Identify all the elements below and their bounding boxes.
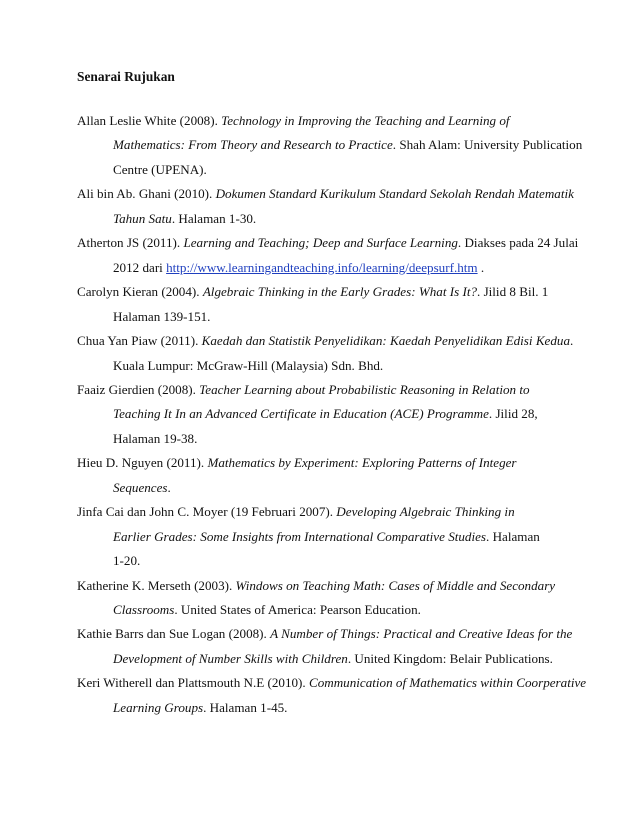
reference-line-first (77, 113, 510, 137)
reference-text: . United States of America: Pearson Education. (174, 602, 421, 617)
page-title: Senarai Rujukan (77, 69, 175, 84)
reference-text: Atherton JS (2011). (77, 235, 184, 251)
reference-title-text: Windows on Teaching Math: Cases of Middle and Secondary (235, 577, 556, 593)
reference-text: Ali bin Ab. Ghani (2010). (77, 186, 216, 202)
reference-line-continued (113, 529, 540, 553)
reference-title-text: Learning and Teaching; Deep and Surface Learning (183, 235, 458, 251)
reference-line-continued (113, 651, 553, 675)
reference-line-first (77, 675, 586, 699)
reference-line-continued (113, 309, 210, 333)
reference-link[interactable]: http://www.learningandteaching.info/learning/deepsurf.htm (166, 259, 478, 275)
reference-text: . Shah Alam: University Publication (392, 137, 583, 153)
reference-text: . (477, 259, 485, 275)
reference-line-first (77, 186, 574, 210)
reference-title-text: Communication of Mathematics within Coorperative (308, 675, 587, 691)
reference-text: Faaiz Gierdien (2008). (77, 381, 200, 397)
reference-text: . Jilid 28, (488, 406, 538, 422)
reference-text: Centre (UPENA). (113, 161, 207, 177)
reference-line-continued (113, 553, 140, 577)
reference-line-first (77, 504, 515, 528)
reference-text: Carolyn Kieran (2004). (77, 284, 203, 300)
reference-line-continued (113, 358, 383, 382)
reference-text: . Jilid 8 Bil. 1 (477, 284, 549, 300)
reference-text: Jinfa Cai dan John C. Moyer (19 Februari 2007). (77, 504, 337, 520)
reference-text: . Halaman (486, 528, 540, 544)
reference-line-first (77, 578, 555, 602)
reference-text: Chua Yan Piaw (2011). (77, 333, 202, 349)
reference-title-text: Earlier Grades: Some Insights from International Comparative Studies (113, 528, 487, 544)
reference-text: . Halaman 1-30. (171, 210, 257, 226)
reference-title-text: Technology in Improving the Teaching and Learning of (221, 113, 510, 128)
reference-line-continued (113, 260, 484, 284)
reference-line-continued (113, 162, 207, 186)
reference-line-continued (113, 211, 256, 235)
reference-text: Katherine K. Merseth (2003). (77, 577, 236, 593)
reference-title-text: Development of Number Skills with Children (113, 650, 348, 666)
reference-title-text: Teaching It In an Advanced Certificate in Education (ACE) Programme (113, 406, 489, 422)
reference-title-text: A Number of Things: Practical and Creative Ideas for the (270, 626, 573, 642)
reference-text: . Halaman 1-45. (203, 699, 288, 715)
reference-title-text: Classrooms (113, 602, 175, 617)
reference-title-text: Dokumen Standard Kurikulum Standard Sekolah Rendah Matematik (215, 186, 574, 202)
reference-title-text: Algebraic Thinking in the Early Grades: What Is It? (202, 284, 478, 300)
reference-line-first (77, 626, 572, 650)
reference-text: Halaman 139-151. (113, 308, 211, 324)
reference-title-text: Kaedah dan Statistik Penyelidikan: Kaedah Penyelidikan Edisi Kedua (201, 333, 571, 349)
reference-text: Kathie Barrs dan Sue Logan (2008). (77, 626, 271, 642)
reference-text: Kuala Lumpur: McGraw-Hill (Malaysia) Sdn. Bhd. (113, 357, 384, 373)
reference-text: . United Kingdom: Belair Publications. (347, 650, 553, 666)
reference-title-text: Sequences (113, 479, 168, 495)
reference-text: . (167, 479, 171, 495)
reference-title-text: Mathematics by Experiment: Exploring Patterns of Integer (207, 455, 517, 471)
reference-text: . Diakses pada 24 Julai (457, 235, 579, 251)
reference-text: 1-20. (113, 553, 141, 569)
reference-line-continued (113, 406, 538, 430)
reference-line-continued (113, 480, 171, 504)
reference-text: Hieu D. Nguyen (2011). (77, 455, 208, 471)
reference-text: . (570, 333, 574, 349)
reference-line-first (77, 284, 548, 308)
reference-line-continued (113, 700, 287, 724)
reference-line-first (77, 455, 517, 479)
reference-title-text: Learning Groups (113, 699, 204, 715)
reference-title-text: Developing Algebraic Thinking in (336, 504, 515, 520)
reference-text: 2012 dari (113, 259, 167, 275)
reference-title-text: Teacher Learning about Probabilistic Reasoning in Relation to (199, 381, 530, 397)
reference-text: Halaman 19-38. (113, 430, 198, 446)
reference-text: Allan Leslie White (2008). (77, 113, 222, 128)
reference-line-continued (113, 137, 582, 161)
reference-text: Keri Witherell dan Plattsmouth N.E (2010). (77, 675, 309, 691)
reference-line-first (77, 333, 573, 357)
reference-title-text: Mathematics: From Theory and Research to Practice (113, 137, 393, 153)
reference-line-continued (113, 602, 421, 626)
reference-line-continued (113, 431, 197, 455)
reference-title-text: Tahun Satu (113, 210, 172, 226)
reference-line-first (77, 382, 530, 406)
reference-line-first (77, 235, 578, 259)
